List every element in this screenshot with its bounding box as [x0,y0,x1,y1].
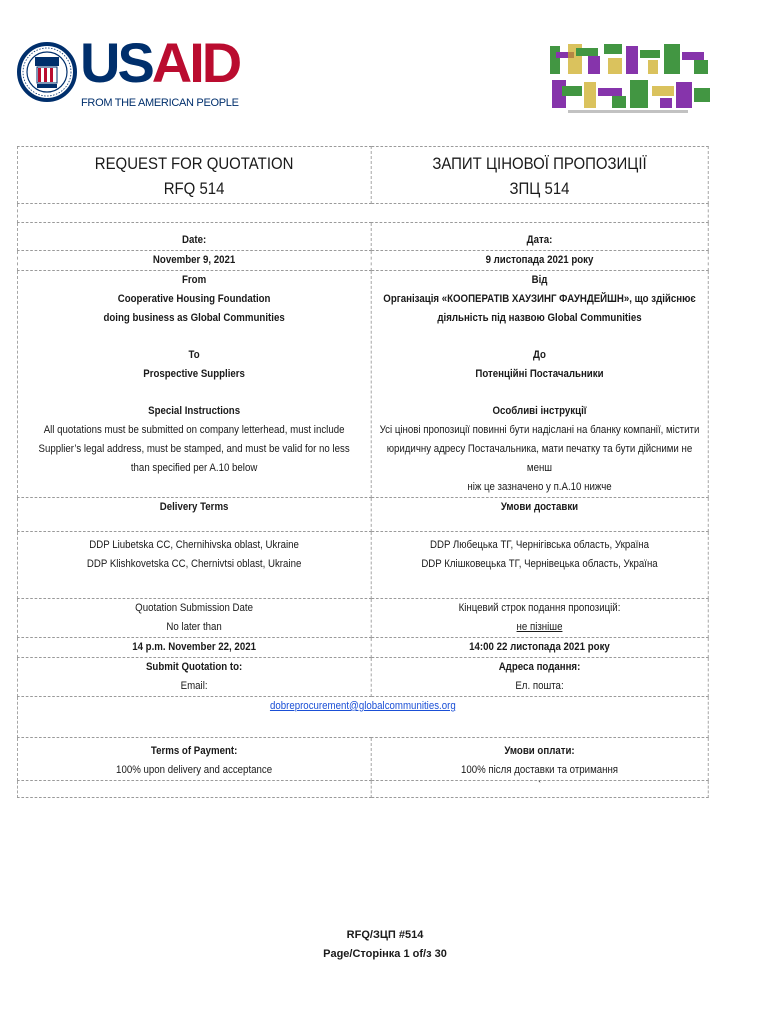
delivery-label-row [17,498,708,532]
email-link[interactable]: dobreprocurement@globalcommunities.org [269,700,456,712]
instructions-uk-1: Усі цінові пропозиції повинні бути надіслані на бланку компанії, містити [379,424,700,436]
deadline-row [17,638,708,658]
instructions-uk-2: юридичну адресу Постачальника, мати печатку та бути дійсними не менш [386,443,693,474]
title-row [17,147,708,204]
delivery-uk-2: DDP Клішковецька ТГ, Чернівецька область, Україна [421,558,658,570]
instructions-uk-3: ніж це зазначено у п.А.10 нижче [467,481,612,493]
tick-mark: ` [537,780,542,792]
delivery-cell-uk [371,532,708,599]
instructions-label-en: Special Instructions [148,405,241,417]
from-value-uk-2: діяльність під назвою Global Communities [437,312,642,324]
spacer-row [17,204,708,223]
usaid-wordmark [80,33,239,93]
from-value-en-1: Cooperative Housing Foundation [117,293,271,305]
title-cell-en [17,147,370,204]
deadline-uk: 14:00 22 листопада 2021 року [371,638,708,658]
submission-label-uk: Кінцевий строк подання пропозицій: [458,602,621,614]
usaid-wordmark-aid: AID [151,31,240,94]
title-uk: ЗАПИТ ЦІНОВОЇ ПРОПОЗИЦІЇ [432,154,647,173]
submit-label-uk: Адреса подання: [498,661,581,673]
payment-row [17,738,708,781]
last-cell-en [17,781,370,798]
to-label-uk: До [533,349,546,361]
footer-page-number: Page/Сторінка 1 of/з 30 [323,948,447,960]
title-cell-uk [371,147,708,204]
date-value-uk: 9 листопада 2021 року [371,251,708,271]
date-label-uk: Дата: [371,223,708,251]
spacer-cell [17,204,708,223]
to-label-en: To [188,349,200,361]
instructions-label-uk: Особливі інструкції [492,405,587,417]
from-cell-en [17,271,370,498]
instructions-en-2: Supplier’s legal address, must be stamped, and must be valid for no less [38,443,350,455]
payment-label-uk: Умови оплати: [504,745,575,757]
email-label-uk: Ел. пошта: [515,680,564,692]
date-value-row [17,251,708,271]
date-label-row [17,223,708,251]
from-value-uk-1: Організація «КООПЕРАТІВ ХАУЗИНГ ФАУНДЕЙШН», що здійснює [383,293,696,305]
email-row [17,697,708,738]
delivery-label-uk: Умови доставки [371,498,708,532]
payment-value-en: 100% upon delivery and acceptance [116,764,273,776]
last-row [17,781,708,798]
submission-cell-en [17,599,370,638]
submit-cell-en [17,658,370,697]
from-label-en: From [182,274,207,286]
payment-label-en: Terms of Payment: [150,745,238,757]
submit-row [17,658,708,697]
usaid-logo [17,27,240,117]
from-cell-uk [371,271,708,498]
to-value-en: Prospective Suppliers [143,368,245,380]
last-cell-uk [371,781,708,798]
instructions-en-3: than specified per A.10 below [130,462,258,474]
submission-label-en: Quotation Submission Date [135,602,254,614]
partner-logo-icon [548,40,713,118]
deadline-en: 14 p.m. November 22, 2021 [17,638,370,658]
instructions-en-1: All quotations must be submitted on company letterhead, must include [43,424,345,436]
to-value-uk: Потенційні Постачальники [475,368,604,380]
rfq-number-en: RFQ 514 [163,179,225,198]
usaid-tagline: FROM THE AMERICAN PEOPLE [81,97,239,109]
submission-cell-uk [371,599,708,638]
submission-nolater-uk: не пізніше [516,621,563,633]
submit-label-en: Submit Quotation to: [145,661,243,673]
usaid-seal-icon [17,27,77,117]
from-label-uk: Від [531,274,548,286]
usaid-wordmark-us: US [80,31,152,94]
delivery-cell-en [17,532,370,599]
delivery-en-2: DDP Klishkovetska CC, Chernivtsi oblast, Ukraine [86,558,302,570]
email-cell [17,697,708,738]
email-label-en: Email: [180,680,208,692]
delivery-en-1: DDP Liubetska CC, Chernihivska oblast, Ukraine [89,539,299,551]
delivery-label-en: Delivery Terms [17,498,370,532]
rfq-table [17,146,709,798]
date-value-en: November 9, 2021 [17,251,370,271]
date-label-en: Date: [17,223,370,251]
submit-cell-uk [371,658,708,697]
delivery-uk-1: DDP Любецька ТГ, Чернігівська область, Україна [429,539,650,551]
payment-cell-uk [371,738,708,781]
from-row [17,271,708,498]
delivery-value-row [17,532,708,599]
page-footer [0,926,770,964]
from-value-en-2: doing business as Global Communities [103,312,285,324]
title-en: REQUEST FOR QUOTATION [94,154,294,173]
submission-nolater-en: No later than [166,621,222,633]
payment-value-uk: 100% після доставки та отримання [460,764,619,776]
payment-cell-en [17,738,370,781]
rfq-number-uk: ЗПЦ 514 [509,179,570,198]
submission-row [17,599,708,638]
footer-ref: RFQ/ЗЦП #514 [346,929,424,941]
